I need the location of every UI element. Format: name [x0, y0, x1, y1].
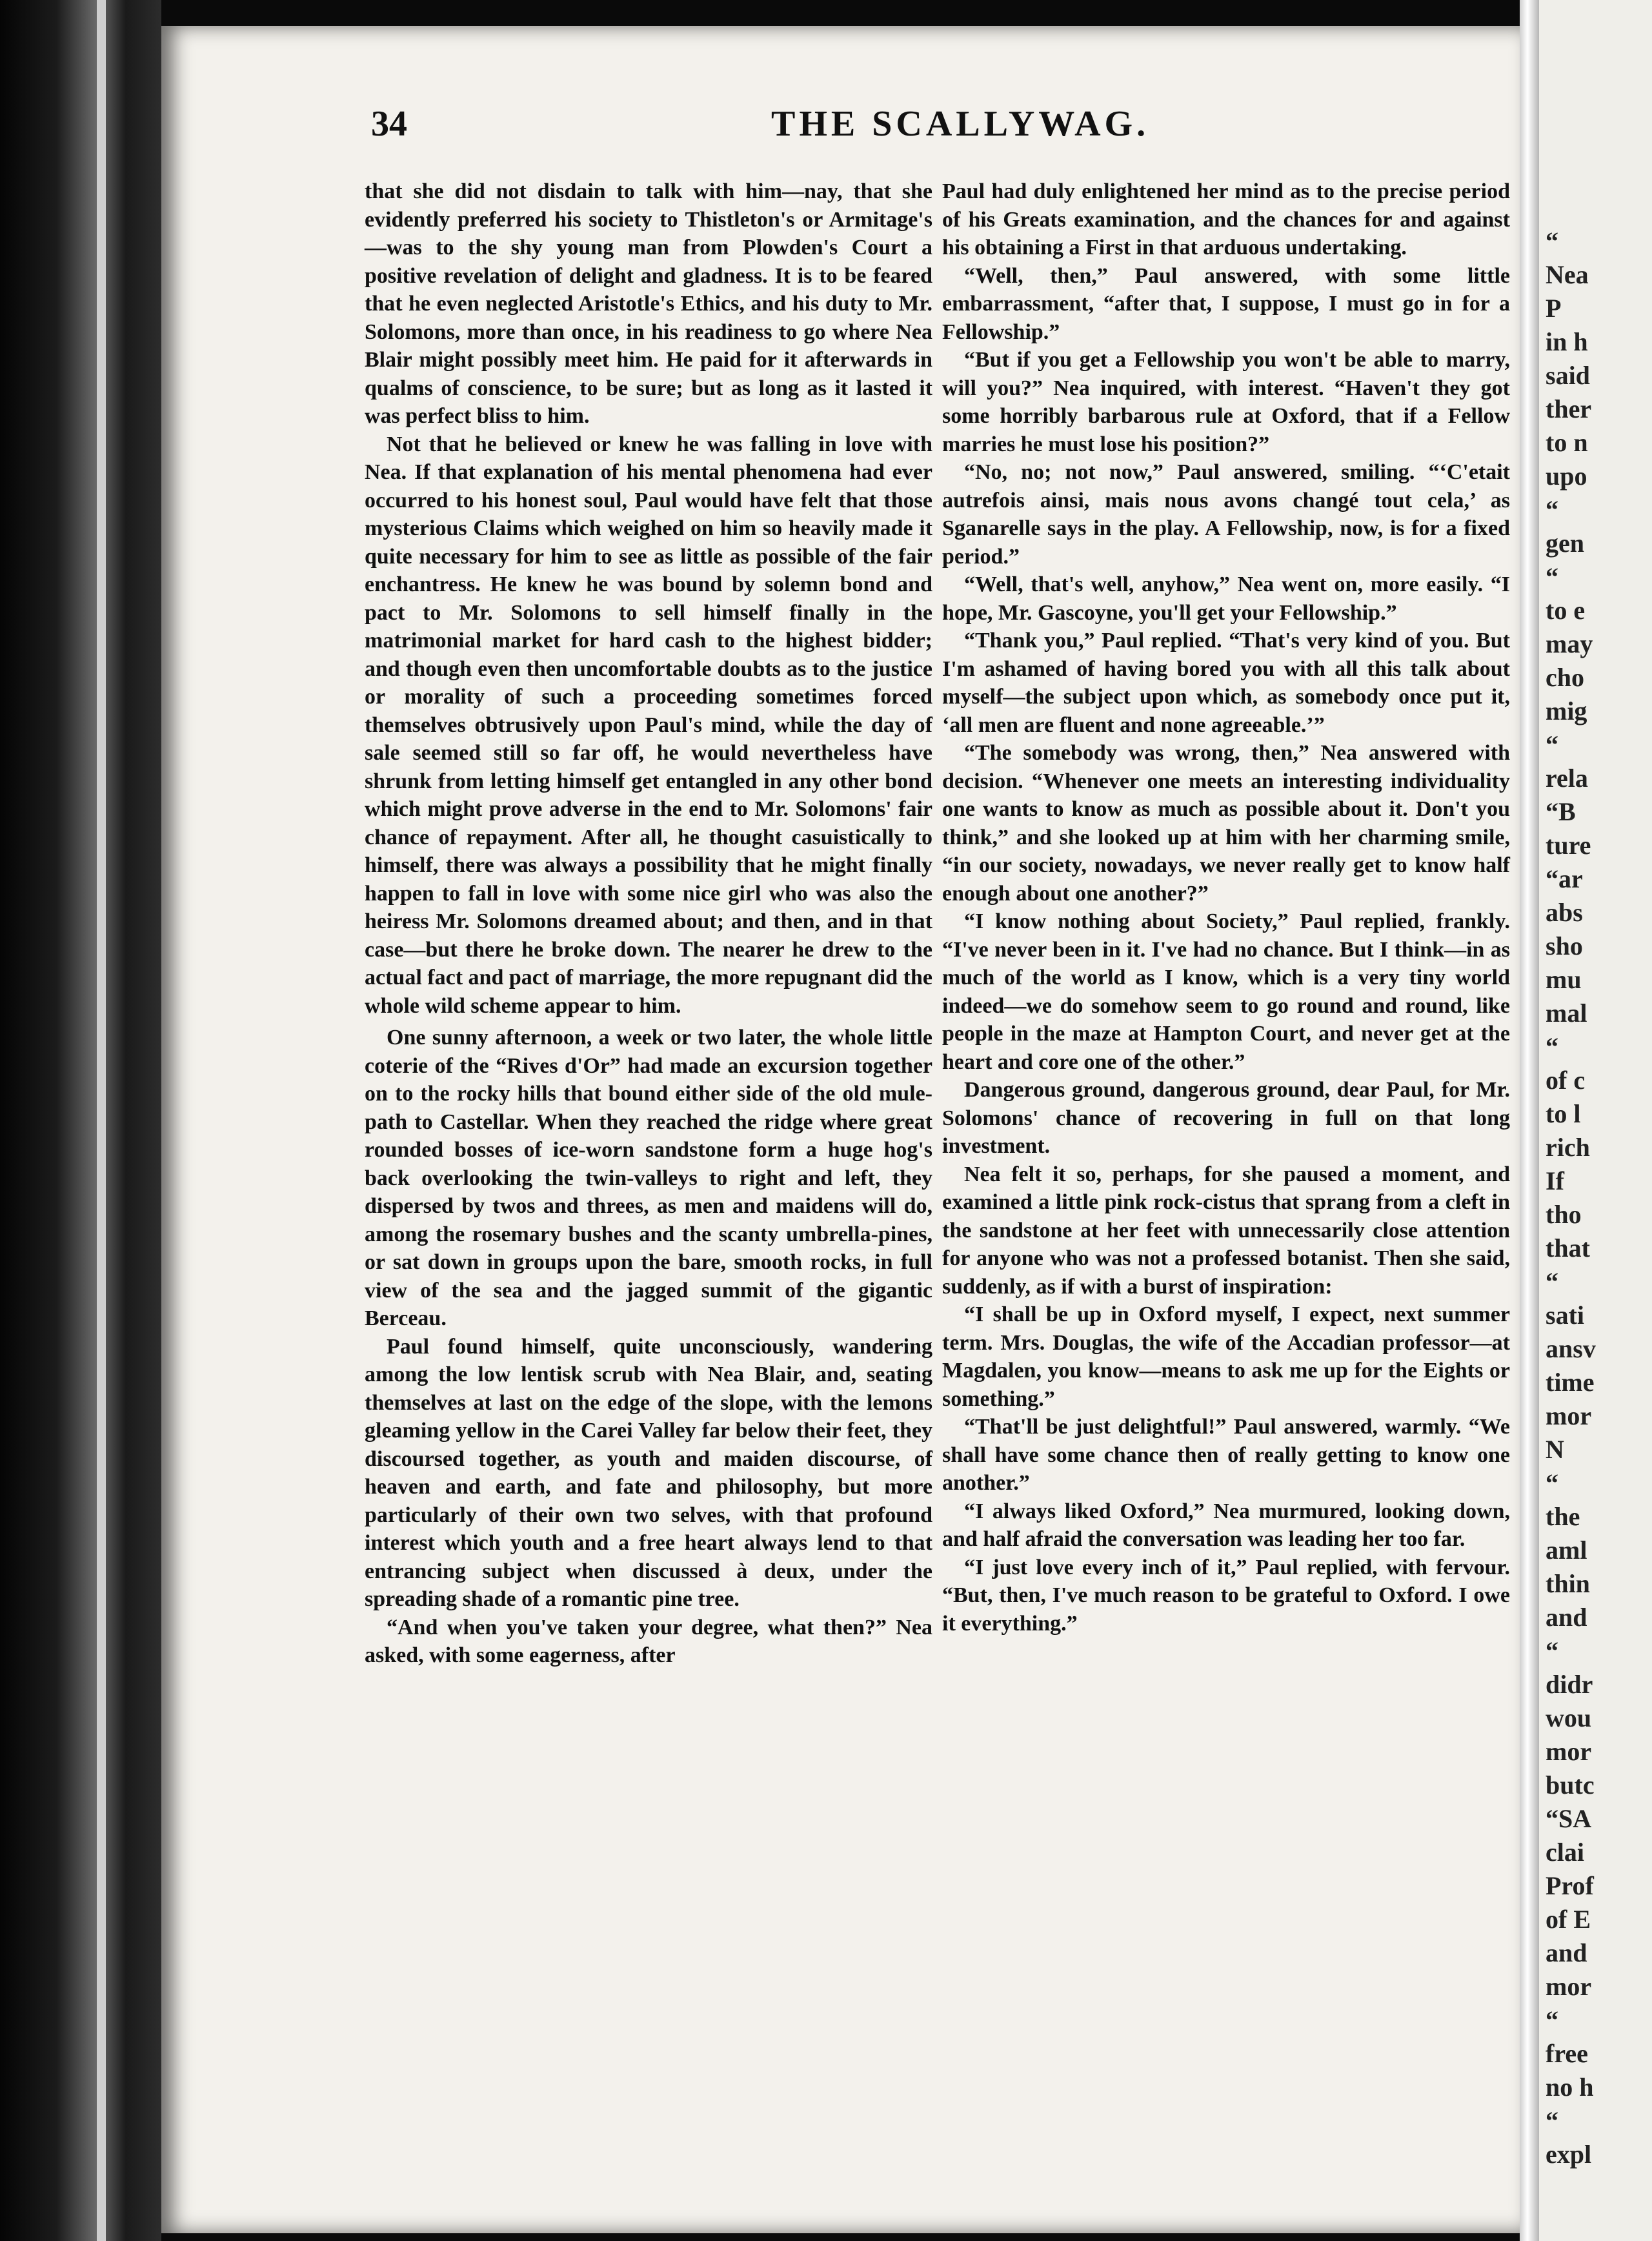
cropped-line-fragment: “ [1546, 495, 1558, 524]
cropped-line-fragment: Nea [1546, 260, 1589, 289]
paragraph: Paul found himself, quite unconsciously, wandering among the low lentisk scrub with Nea Blair, and, seating themselves at last on the edge of the slope, with the lemons gleaming yellow in the Carei Valley far below their feet, they discoursed together, as youth and maiden discourse, of heaven and earth, and fate and philosophy, but more particularly of their own two selves, with that profound interest which youth and a free heart always lend to that entrancing subject when discussed à deux, under the spreading shade of a romantic pine tree. [365, 1334, 932, 1611]
cropped-line-fragment: “B [1546, 797, 1576, 826]
paragraph: “I know nothing about Society,” Paul replied, frankly. “I've never been in it. I've had no chance. But I think—in as much of the world as I know, which is a very tiny world indeed—we do somehow seem to go round and round, like people in the maze at Hampton Court, and never get at the heart and core one of the other.” [942, 909, 1510, 1074]
paragraph: Dangerous ground, dangerous ground, dear Paul, for Mr. Solomons' chance of recovering in full on that long investment. [942, 1078, 1510, 1158]
cropped-line-fragment: no h [1546, 2073, 1594, 2102]
cropped-line-fragment: rich [1546, 1133, 1590, 1162]
book-binding [0, 0, 161, 2241]
cropped-line-fragment: “ [1546, 1468, 1558, 1497]
next-page-fragment [1539, 0, 1652, 2241]
cropped-line-fragment: ture [1546, 831, 1591, 860]
page-number: 34 [371, 104, 407, 144]
cropped-line-fragment: mal [1546, 999, 1587, 1028]
cropped-line-fragment: “ [1546, 1636, 1558, 1665]
cropped-line-fragment: “ [1546, 562, 1558, 591]
binding-edge-highlight [97, 0, 106, 2241]
page-edge [1520, 0, 1539, 2241]
cropped-line-fragment: sati [1546, 1301, 1584, 1330]
cropped-line-fragment: of E [1546, 1905, 1591, 1934]
cropped-line-fragment: gen [1546, 529, 1584, 558]
cropped-line-fragment: to e [1546, 596, 1586, 625]
cropped-line-fragment: N [1546, 1435, 1564, 1464]
paragraph: One sunny afternoon, a week or two later, the whole little coterie of the “Rives d'Or” had made an excursion together on to the rocky hills that bound either side of the old mule-path to Castellar. When they reached the ridge where great rounded bosses of ice-worn sandstone form a huge hog's back overlooking the twin-valleys to right and left, they dispersed by twos and threes, as men and maidens will do, among the rosemary bushes and the scanty umbrella-pines, or sat down in groups upon the bare, smooth rocks, in full view of the sea and the jagged summit of the gigantic Berceau. [365, 1026, 932, 1330]
cropped-line-fragment: P [1546, 294, 1562, 323]
cropped-line-fragment: Prof [1546, 1871, 1594, 1900]
cropped-line-fragment: “ [1546, 730, 1558, 759]
cropped-line-fragment: expl [1546, 2140, 1592, 2169]
left-column [365, 177, 932, 1670]
cropped-line-fragment: said [1546, 361, 1590, 390]
cropped-line-fragment: and [1546, 1603, 1587, 1632]
paragraph: “That'll be just delightful!” Paul answered, warmly. “We shall have some chance then of really getting to know one another.” [942, 1415, 1510, 1495]
cropped-line-fragment: time [1546, 1368, 1595, 1397]
cropped-line-fragment: mor [1546, 1972, 1592, 2001]
cropped-line-fragment: upo [1546, 461, 1587, 491]
cropped-line-fragment: to l [1546, 1099, 1581, 1128]
paragraph: “And when you've taken your degree, what then?” Nea asked, with some eagerness, after [365, 1615, 932, 1667]
cropped-line-fragment: rela [1546, 764, 1588, 793]
cropped-line-fragment: in h [1546, 327, 1588, 356]
paragraph: that she did not disdain to talk with him—nay, that she evidently preferred his society to Thistleton's or Armitage's—was to the shy young man from Plowden's Court a positive revelation of delight and gladness. It is to be feared that he even neglected Aristotle's Ethics, and his duty to Mr. Solomons, more than once, in his readiness to go where Nea Blair might possibly meet him. He paid for it afterwards in qualms of conscience, to be sure; but as long as it lasted it was perfect bliss to him. [365, 179, 932, 428]
cropped-line-fragment: that [1546, 1233, 1590, 1262]
cropped-line-fragment: “ [1546, 2106, 1558, 2135]
cropped-line-fragment: didr [1546, 1670, 1593, 1699]
cropped-line-fragment: If [1546, 1166, 1564, 1195]
paragraph: “Well, then,” Paul answered, with some little embarrassment, “after that, I suppose, I must go in for a Fellowship.” [942, 263, 1510, 344]
cropped-line-fragment: “SA [1546, 1804, 1592, 1833]
cropped-line-fragment: “ [1546, 227, 1558, 256]
running-title: THE SCALLYWAG. [771, 104, 1150, 144]
cropped-line-fragment: mor [1546, 1737, 1592, 1766]
paragraph: “The somebody was wrong, then,” Nea answered with decision. “Whenever one meets an interesting individuality one wants to know as much as possible about it. Don't you think,” and she looked up at him with her charming smile, “in our society, nowadays, we never really get to know half enough about one another?” [942, 741, 1510, 906]
cropped-line-fragment: “ [1546, 2005, 1558, 2034]
cropped-line-fragment: free [1546, 2039, 1588, 2068]
cropped-line-fragment: ansv [1546, 1334, 1596, 1363]
cropped-line-fragment: abs [1546, 898, 1583, 927]
cropped-line-fragment: ther [1546, 394, 1592, 423]
paragraph: “Well, that's well, anyhow,” Nea went on, more easily. “I hope, Mr. Gascoyne, you'll get your Fellowship.” [942, 573, 1510, 625]
right-column [942, 177, 1510, 1638]
paragraph: “Thank you,” Paul replied. “That's very kind of you. But I'm ashamed of having bored you with all this talk about myself—the subject upon which, as somebody once put it, ‘all men are fluent and none agreeable.’” [942, 629, 1510, 737]
cropped-line-fragment: clai [1546, 1838, 1584, 1867]
paragraph: “But if you get a Fellowship you won't be able to marry, will you?” Nea inquired, with interest. “Haven't they got some horribly barbarous rule at Oxford, that if a Fellow marries he must lose his position?” [942, 348, 1510, 456]
cropped-line-fragment: mig [1546, 696, 1587, 725]
cropped-line-fragment: butc [1546, 1770, 1595, 1800]
cropped-line-fragment: the [1546, 1502, 1580, 1531]
cropped-line-fragment: wou [1546, 1703, 1592, 1732]
cropped-line-fragment: “ [1546, 1267, 1558, 1296]
cropped-line-fragment: cho [1546, 663, 1584, 692]
paragraph: Nea felt it so, perhaps, for she paused a moment, and examined a little pink rock-cistus that sprang from a cleft in the sandstone at her feet with unnecessarily close attention for anyone who was not a professed botanist. Then she said, suddenly, as if with a burst of inspiration: [942, 1162, 1510, 1299]
paragraph: Paul had duly enlightened her mind as to the precise period of his Greats examination, and the chances for and against his obtaining a First in that arduous undertaking. [942, 179, 1510, 259]
cropped-line-fragment: may [1546, 629, 1593, 658]
page-header [371, 103, 1500, 161]
cropped-line-fragment: aml [1546, 1536, 1587, 1565]
cropped-line-fragment: mor [1546, 1401, 1592, 1430]
paragraph: “I always liked Oxford,” Nea murmured, looking down, and half afraid the conversation was leading her too far. [942, 1499, 1510, 1551]
cropped-line-fragment: thin [1546, 1569, 1590, 1598]
paragraph: “I shall be up in Oxford myself, I expect, next summer term. Mrs. Douglas, the wife of the Accadian professor—at Magdalen, you know—means to ask me up for the Eights or something.” [942, 1303, 1510, 1411]
cropped-line-fragment: of c [1546, 1066, 1586, 1095]
cropped-line-fragment: and [1546, 1938, 1587, 1967]
cropped-line-fragment: “ar [1546, 864, 1583, 893]
cropped-line-fragment: sho [1546, 931, 1583, 960]
cropped-line-fragment: to n [1546, 428, 1588, 457]
cropped-line-fragment: “ [1546, 1032, 1558, 1061]
cropped-line-fragment: mu [1546, 965, 1582, 994]
cropped-line-fragment: tho [1546, 1200, 1582, 1229]
paragraph: “No, no; not now,” Paul answered, smiling. “‘C'etait autrefois ainsi, mais nous avons changé tout cela,’ as Sganarelle says in the play. A Fellowship, now, is for a fixed period.” [942, 460, 1510, 569]
paragraph: “I just love every inch of it,” Paul replied, with fervour. “But, then, I've much reason to be grateful to Oxford. I owe it everything.” [942, 1555, 1510, 1636]
paragraph: Not that he believed or knew he was falling in love with Nea. If that explanation of his mental phenomena had ever occurred to his honest soul, Paul would have felt that those mysterious Claims which weighed on him so heavily made it quite necessary for him to see as little as possible of the fair enchantress. He knew he was bound by solemn bond and pact to Mr. Solomons to sell himself finally in the matrimonial market for hard cash to the highest bidder; and though even then uncomfortable doubts as to the justice or morality of such a proceeding sometimes forced themselves obtrusively upon Paul's mind, while the day of sale seemed still so far off, he would nevertheless have shrunk from letting himself get entangled in any other bond which might prove adverse in the end to Mr. Solomons' fair chance of repayment. After all, he thought casuistically to himself, there was always a possibility that he might finally happen to fall in love with some nice girl who was also the heiress Mr. Solomons dreamed about; and then, and in that case—but there he broke down. The nearer he drew to the actual fact and pact of marriage, the more repugnant did the whole wild scheme appear to him. [365, 432, 932, 1018]
